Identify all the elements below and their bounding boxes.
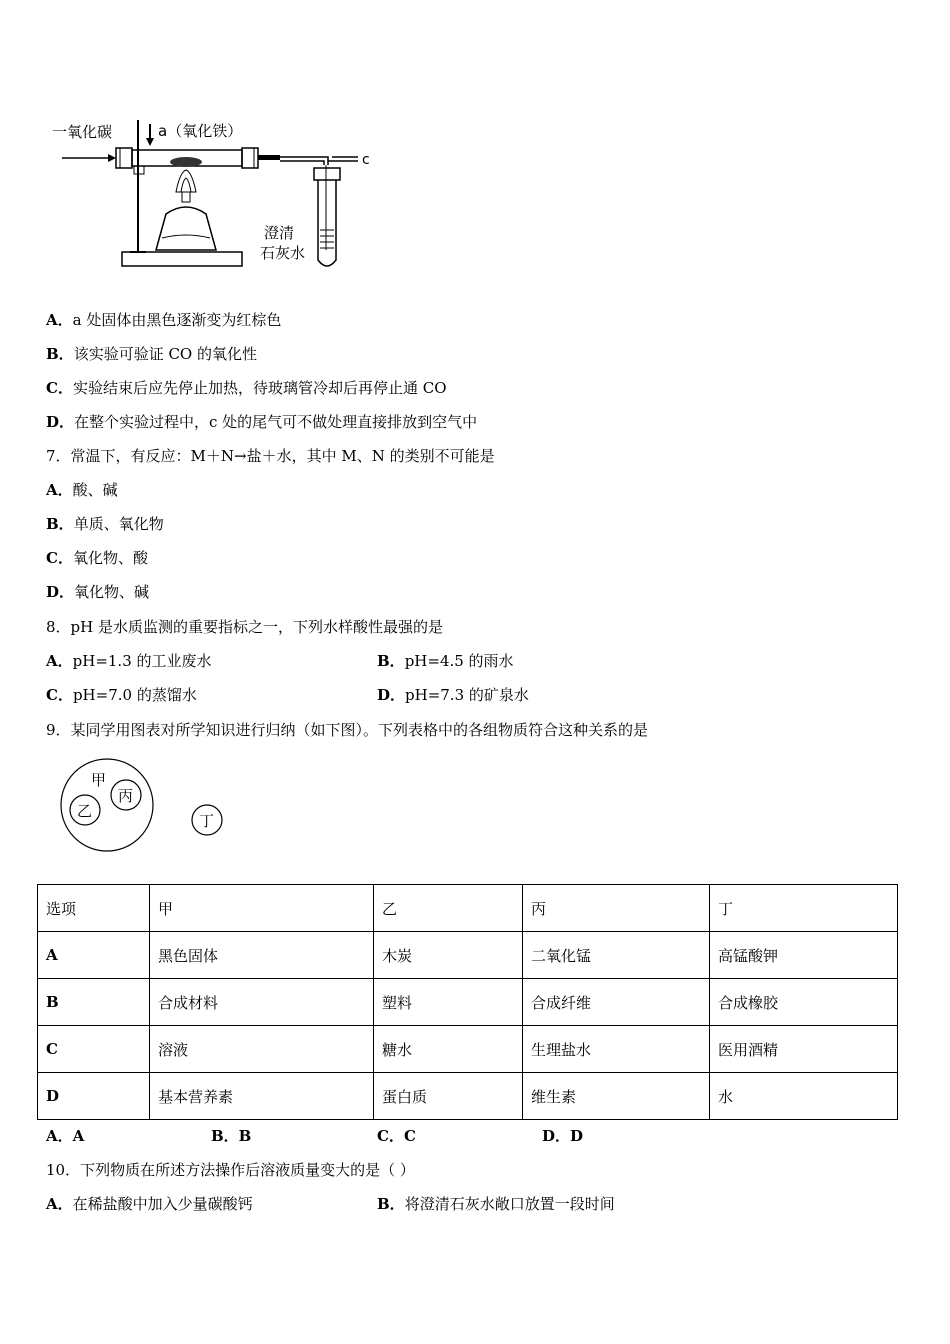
venn-diagram — [55, 758, 235, 853]
venn-label-yi: 乙 — [77, 802, 93, 820]
q9-answer-b: B．B — [211, 1127, 252, 1145]
q7-stem: 7．常温下，有反应：M＋N→盐＋水，其中 M、N 的类别不可能是 — [46, 447, 495, 465]
table-cell: 维生素 — [523, 1073, 710, 1120]
q6-option-b: B．该实验可验证 CO 的氧化性 — [46, 345, 257, 363]
table-header-cell: 甲 — [150, 885, 374, 932]
q6-option-d: D．在整个实验过程中，c 处的尾气可不做处理直接排放到空气中 — [46, 413, 478, 431]
table-row — [38, 932, 898, 979]
table-cell: C — [38, 1026, 150, 1073]
table-row — [38, 979, 898, 1026]
limewater-label-1: 澄清 — [264, 224, 295, 242]
table-cell: 二氧化锰 — [523, 932, 710, 979]
c-label: c — [362, 152, 370, 168]
q8-option-c: C．pH=7.0 的蒸馏水 — [46, 686, 197, 704]
q10-option-b: B．将澄清石灰水敞口放置一段时间 — [377, 1195, 615, 1213]
q9-answer-c: C．C — [377, 1127, 416, 1145]
limewater-label-2: 石灰水 — [260, 244, 306, 262]
table-header-cell: 选项 — [38, 885, 150, 932]
table-cell: 溶液 — [150, 1026, 374, 1073]
co-reduction-apparatus-figure — [50, 110, 380, 275]
venn-label-bing: 丙 — [118, 787, 134, 805]
q7-option-d: D．氧化物、碱 — [46, 583, 150, 601]
table-cell: 水 — [710, 1073, 898, 1120]
table-row — [38, 1026, 898, 1073]
q8-option-b: B．pH=4.5 的雨水 — [377, 652, 514, 670]
q6-option-a: A．a 处固体由黑色逐渐变为红棕色 — [46, 311, 282, 329]
table-header-cell: 丙 — [523, 885, 710, 932]
q7-option-c: C．氧化物、酸 — [46, 549, 148, 567]
q8-option-d: D．pH=7.3 的矿泉水 — [377, 686, 529, 704]
q9-stem: 9．某同学用图表对所学知识进行归纳（如下图）。下列表格中的各组物质符合这种关系的是 — [46, 721, 649, 739]
table-cell: 生理盐水 — [523, 1026, 710, 1073]
q7-option-b: B．单质、氧化物 — [46, 515, 164, 533]
table-cell: 合成橡胶 — [710, 979, 898, 1026]
table-row — [38, 1073, 898, 1120]
q10-option-a: A．在稀盐酸中加入少量碳酸钙 — [46, 1195, 253, 1213]
table-header-cell: 丁 — [710, 885, 898, 932]
table-header-row — [38, 885, 898, 932]
q9-answer-a: A．A — [46, 1127, 85, 1145]
table-cell: 蛋白质 — [374, 1073, 523, 1120]
table-cell: 高锰酸钾 — [710, 932, 898, 979]
table-cell: A — [38, 932, 150, 979]
table-header-cell: 乙 — [374, 885, 523, 932]
a-label: a（氧化铁） — [158, 122, 243, 140]
table-cell: 合成纤维 — [523, 979, 710, 1026]
q6-option-c: C．实验结束后应先停止加热，待玻璃管冷却后再停止通 CO — [46, 379, 447, 397]
gas-label: 一氧化碳 — [52, 123, 113, 141]
q10-stem: 10．下列物质在所述方法操作后溶液质量变大的是（ ） — [46, 1161, 415, 1179]
table-cell: 木炭 — [374, 932, 523, 979]
q8-option-a: A．pH=1.3 的工业废水 — [46, 652, 212, 670]
q8-stem: 8．pH 是水质监测的重要指标之一，下列水样酸性最强的是 — [46, 618, 443, 636]
q7-option-a: A．酸、碱 — [46, 481, 118, 499]
table-cell: 医用酒精 — [710, 1026, 898, 1073]
table-cell: 糖水 — [374, 1026, 523, 1073]
venn-label-ding: 丁 — [199, 812, 215, 830]
q9-answer-d: D．D — [542, 1127, 584, 1145]
table-cell: D — [38, 1073, 150, 1120]
q9-table — [37, 884, 898, 1120]
venn-label-jia: 甲 — [91, 771, 107, 789]
table-cell: 黑色固体 — [150, 932, 374, 979]
table-cell: 基本营养素 — [150, 1073, 374, 1120]
table-cell: B — [38, 979, 150, 1026]
table-cell: 塑料 — [374, 979, 523, 1026]
table-cell: 合成材料 — [150, 979, 374, 1026]
